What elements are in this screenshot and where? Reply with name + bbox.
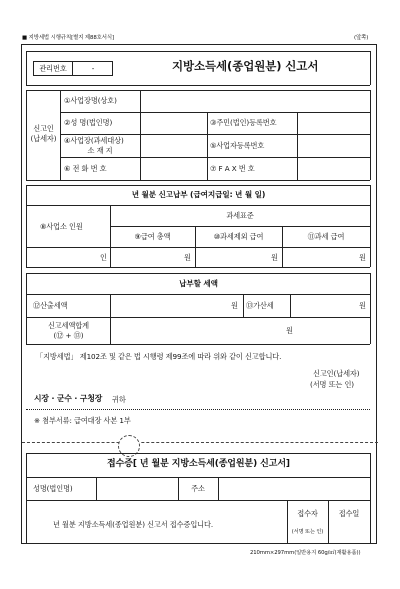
receipt-date-label: 접수일 xyxy=(338,509,360,518)
taxable-salary-label: ⑪과세 급여 xyxy=(307,232,345,241)
receipt-address-field[interactable] xyxy=(219,478,369,499)
business-location-label: ④사업장(과세대상) xyxy=(64,136,124,145)
additional-tax-label: ⑬가산세 xyxy=(246,301,274,310)
attachment-note: ※ 첨부서류: 급여대장 사본 1부 xyxy=(34,416,131,425)
total-salary-label: ⑨급여 총액 xyxy=(134,232,171,241)
addressee-suffix: 귀하 xyxy=(112,395,126,404)
reporter-label: 신고인 xyxy=(33,124,54,133)
business-reg-number-label: ⑤사업자등록번호 xyxy=(210,141,265,150)
addressee: 시장 · 군수 · 구청장 xyxy=(34,394,103,403)
page-side-note: (앞쪽) xyxy=(354,35,369,41)
total-tax-field[interactable] xyxy=(111,318,369,343)
business-location-sub-label: 소 재 지 xyxy=(87,146,113,155)
employee-count-label: ⑧사업소 인원 xyxy=(40,222,83,231)
management-number-label: 관리번호 xyxy=(39,64,67,73)
signature-field[interactable]: (서명 또는 인) xyxy=(310,380,354,389)
registration-number-label: ③주민(법인)등록번호 xyxy=(210,118,277,127)
excluded-salary-label: ⑩과세제외 급여 xyxy=(213,232,264,241)
business-name-field[interactable] xyxy=(141,91,369,111)
management-number-value[interactable]: - xyxy=(91,64,95,73)
fax-label: ⑦ F A X 번 호 xyxy=(210,164,255,173)
total-salary-unit: 원 xyxy=(184,253,191,262)
employee-count-unit: 인 xyxy=(100,253,107,262)
business-reg-number-field[interactable] xyxy=(298,135,369,156)
receipt-date-field[interactable] xyxy=(329,522,369,542)
law-reference: ■ 지방세법 시행규칙[별지 제88호서식] xyxy=(22,35,115,41)
registration-number-field[interactable] xyxy=(298,113,369,133)
calculated-tax-field[interactable] xyxy=(111,295,242,316)
taxable-salary-unit: 원 xyxy=(359,253,366,262)
tax-amount-heading: 납부할 세액 xyxy=(179,279,218,288)
fax-field[interactable] xyxy=(298,158,369,179)
phone-field[interactable] xyxy=(141,158,206,179)
representative-name-label: ②성 명(법인명) xyxy=(64,118,113,127)
employee-count-field[interactable] xyxy=(27,248,109,266)
total-tax-label: 신고세액합계 xyxy=(47,321,90,330)
declaration-text: 「지방세법」 제102조 및 같은 법 시행령 제99조에 따라 위와 같이 신고합니다. xyxy=(36,352,282,361)
receipt-name-label: 성명(법인명) xyxy=(33,484,73,493)
receiver-signature-field[interactable]: (서명 또는 인) xyxy=(291,529,324,535)
receipt-body-text: 년 월분 지방소득세(종업원분) 신고서 접수증입니다. xyxy=(53,520,214,529)
cut-line xyxy=(22,442,378,443)
receipt-title: 접수증[ 년 월분 지방소득세(종업원분) 신고서] xyxy=(107,459,290,469)
total-salary-field[interactable] xyxy=(111,248,194,266)
business-name-label: ①사업장명(상호) xyxy=(64,96,117,105)
phone-label: ⑥ 전 화 번 호 xyxy=(64,164,107,173)
tax-base-label: 과세표준 xyxy=(226,211,254,220)
calculated-tax-label: ⑫산출세액 xyxy=(33,301,68,310)
receipt-address-label: 주소 xyxy=(191,484,205,493)
business-location-field[interactable] xyxy=(141,135,206,156)
excluded-salary-field[interactable] xyxy=(196,248,281,266)
additional-tax-field[interactable] xyxy=(291,295,369,316)
payment-period-heading: 년 월분 신고납부 (급여지급일: 년 월 일) xyxy=(131,190,266,199)
paper-spec: 210mm×297mm(일반용지 60g/㎡(재활용품)) xyxy=(250,550,361,556)
total-tax-unit: 원 xyxy=(286,326,293,335)
additional-tax-unit: 원 xyxy=(359,301,366,310)
receipt-name-field[interactable] xyxy=(97,478,177,499)
total-tax-formula: (⑫ + ⑬) xyxy=(53,331,84,340)
receiver-label: 접수자 xyxy=(297,509,318,518)
taxable-salary-field[interactable] xyxy=(283,248,369,266)
calculated-tax-unit: 원 xyxy=(231,301,238,310)
excluded-salary-unit: 원 xyxy=(271,253,278,262)
reporter-sub-label: (납세자) xyxy=(30,134,57,143)
form-title: 지방소득세(종업원분) 신고서 xyxy=(172,59,319,73)
representative-name-field[interactable] xyxy=(141,113,206,133)
signer-label: 신고인(납세자) xyxy=(313,369,360,378)
